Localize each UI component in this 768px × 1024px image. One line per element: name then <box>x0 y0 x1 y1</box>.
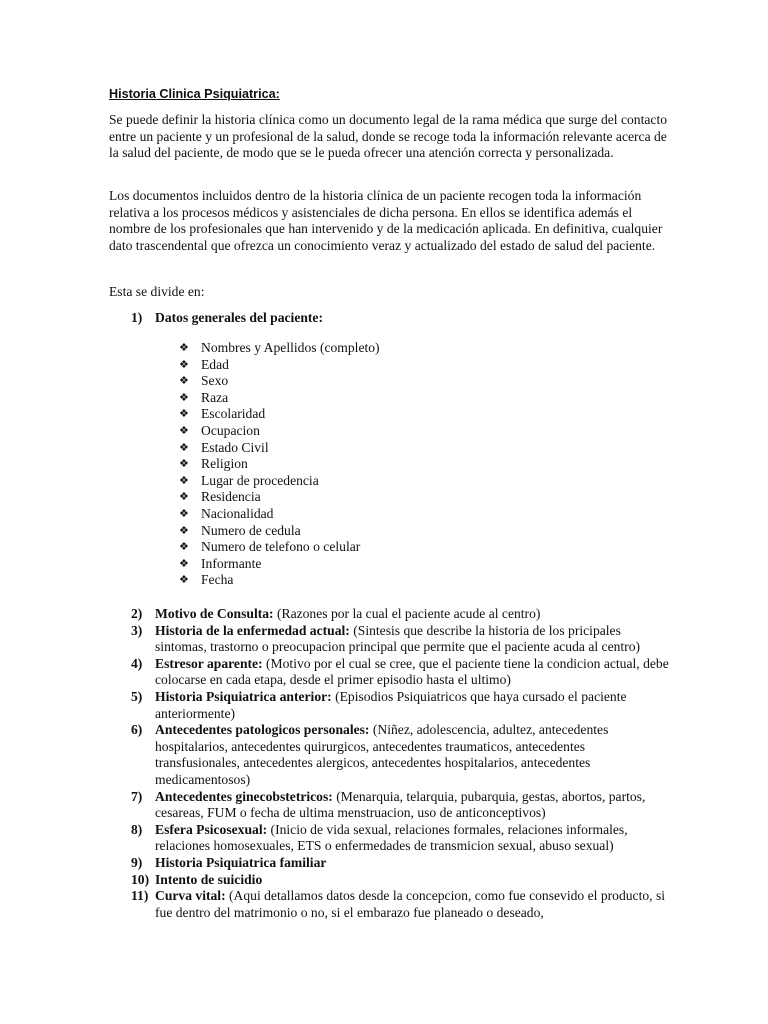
document-title: Historia Clinica Psiquiatrica: <box>109 87 280 101</box>
list-item: ❖ Religion <box>179 456 248 472</box>
diamond-bullet-icon: ❖ <box>179 408 189 421</box>
list-item: ❖ Lugar de procedencia <box>179 472 319 488</box>
patient-data-list <box>179 340 380 589</box>
diamond-bullet-icon: ❖ <box>179 574 189 587</box>
diamond-bullet-icon: ❖ <box>179 424 189 437</box>
diamond-bullet-icon: ❖ <box>179 541 189 554</box>
diamond-bullet-icon: ❖ <box>179 557 189 570</box>
intro-paragraph-3: Esta se divide en: <box>109 284 205 299</box>
list-item: ❖ Residencia <box>179 489 261 505</box>
diamond-bullet-icon: ❖ <box>179 375 189 388</box>
diamond-bullet-icon: ❖ <box>179 342 189 354</box>
list-item: 5) Historia Psiquiatrica anterior: (Episodios Psiquiatricos que haya cursado el paciente anteriormente) <box>131 688 627 721</box>
list-item: 4) Estresor aparente: (Motivo por el cual se cree, que el paciente tiene la condicion actual, debe colocarse en cada etapa, desde el primer episodio hasta el ultimo) <box>131 655 669 688</box>
list-item: ❖ Estado Civil <box>179 439 269 455</box>
list-item: 10) Intento de suicidio <box>131 871 263 887</box>
list-item: 6) Antecedentes patologicos personales: (Niñez, adolescencia, adultez, antecedentes hospitalarios, antecedentes quirurgicos, antecedentes traumaticos, antecedentes transfusionales, antecedentes alergicos, antecedentes hospitalarios, antecedentes medicamentosos) <box>131 722 609 787</box>
list-item: ❖ Escolaridad <box>179 406 266 422</box>
diamond-bullet-icon: ❖ <box>179 441 189 454</box>
list-item: 7) Antecedentes ginecobstetricos: (Menarquia, telarquia, pubarquia, gestas, abortos, partos, cesareas, FUM o fecha de ultima menstruacion, uso de anticonceptivos) <box>131 788 646 821</box>
list-item: 8) Esfera Psicosexual: (Inicio de vida sexual, relaciones formales, relaciones informales, relaciones homosexuales, ETS o enfermedades de transmicion sexual, abuso sexual) <box>131 821 628 854</box>
diamond-bullet-icon: ❖ <box>179 474 189 487</box>
list-item: ❖ Sexo <box>179 373 229 389</box>
section-1-label: Datos generales del paciente: <box>155 310 323 325</box>
list-item: ❖ Edad <box>179 356 229 372</box>
section-1-heading <box>131 310 661 327</box>
history-sections-list <box>131 606 671 921</box>
list-item: ❖ Fecha <box>179 572 234 588</box>
diamond-bullet-icon: ❖ <box>179 458 189 471</box>
intro-paragraph-2: Los documentos incluidos dentro de la historia clínica de un paciente recogen toda la información relativa a los procesos médicos y asistenciales de dicha persona. En ellos se identifica además el nombre de los profesionales que han intervenido y de la medicación aplicada. En definitiva, cualquier dato trascendental que ofrezca un conocimiento veraz y actualizado del estado de salud del paciente. <box>109 188 663 253</box>
intro-paragraph-1: Se puede definir la historia clínica como un documento legal de la rama médica que surge del contacto entre un paciente y un profesional de la salud, donde se recoge toda la información relevante acerca de la salud del paciente, de modo que se le pueda ofrecer una atención correcta y personalizada. <box>109 112 668 161</box>
list-item: ❖ Raza <box>179 389 229 405</box>
list-item: ❖ Ocupacion <box>179 422 260 438</box>
diamond-bullet-icon: ❖ <box>179 507 189 520</box>
list-item: ❖ Nombres y Apellidos (completo) <box>179 340 380 355</box>
list-item: ❖ Informante <box>179 555 262 571</box>
list-item: ❖ Numero de telefono o celular <box>179 539 361 555</box>
diamond-bullet-icon: ❖ <box>179 491 189 504</box>
list-item: 2) Motivo de Consulta: (Razones por la cual el paciente acude al centro) <box>131 606 541 621</box>
list-item: 11) Curva vital: (Aqui detallamos datos desde la concepcion, como fue consevido el producto, si fue dentro del matrimonio o no, si el embarazo fue planeado o deseado, <box>131 888 666 920</box>
diamond-bullet-icon: ❖ <box>179 358 189 371</box>
list-item: 9) Historia Psiquiatrica familiar <box>131 854 327 870</box>
list-item: 3) Historia de la enfermedad actual: (Sintesis que describe la historia de los pricipales sintomas, trastorno o preocupacion principal que permite que el paciente acuda al centro) <box>131 622 641 655</box>
diamond-bullet-icon: ❖ <box>179 524 189 537</box>
section-1-number: 1) <box>131 310 143 325</box>
list-item: ❖ Nacionalidad <box>179 505 274 521</box>
list-item: ❖ Numero de cedula <box>179 522 301 538</box>
diamond-bullet-icon: ❖ <box>179 391 189 404</box>
